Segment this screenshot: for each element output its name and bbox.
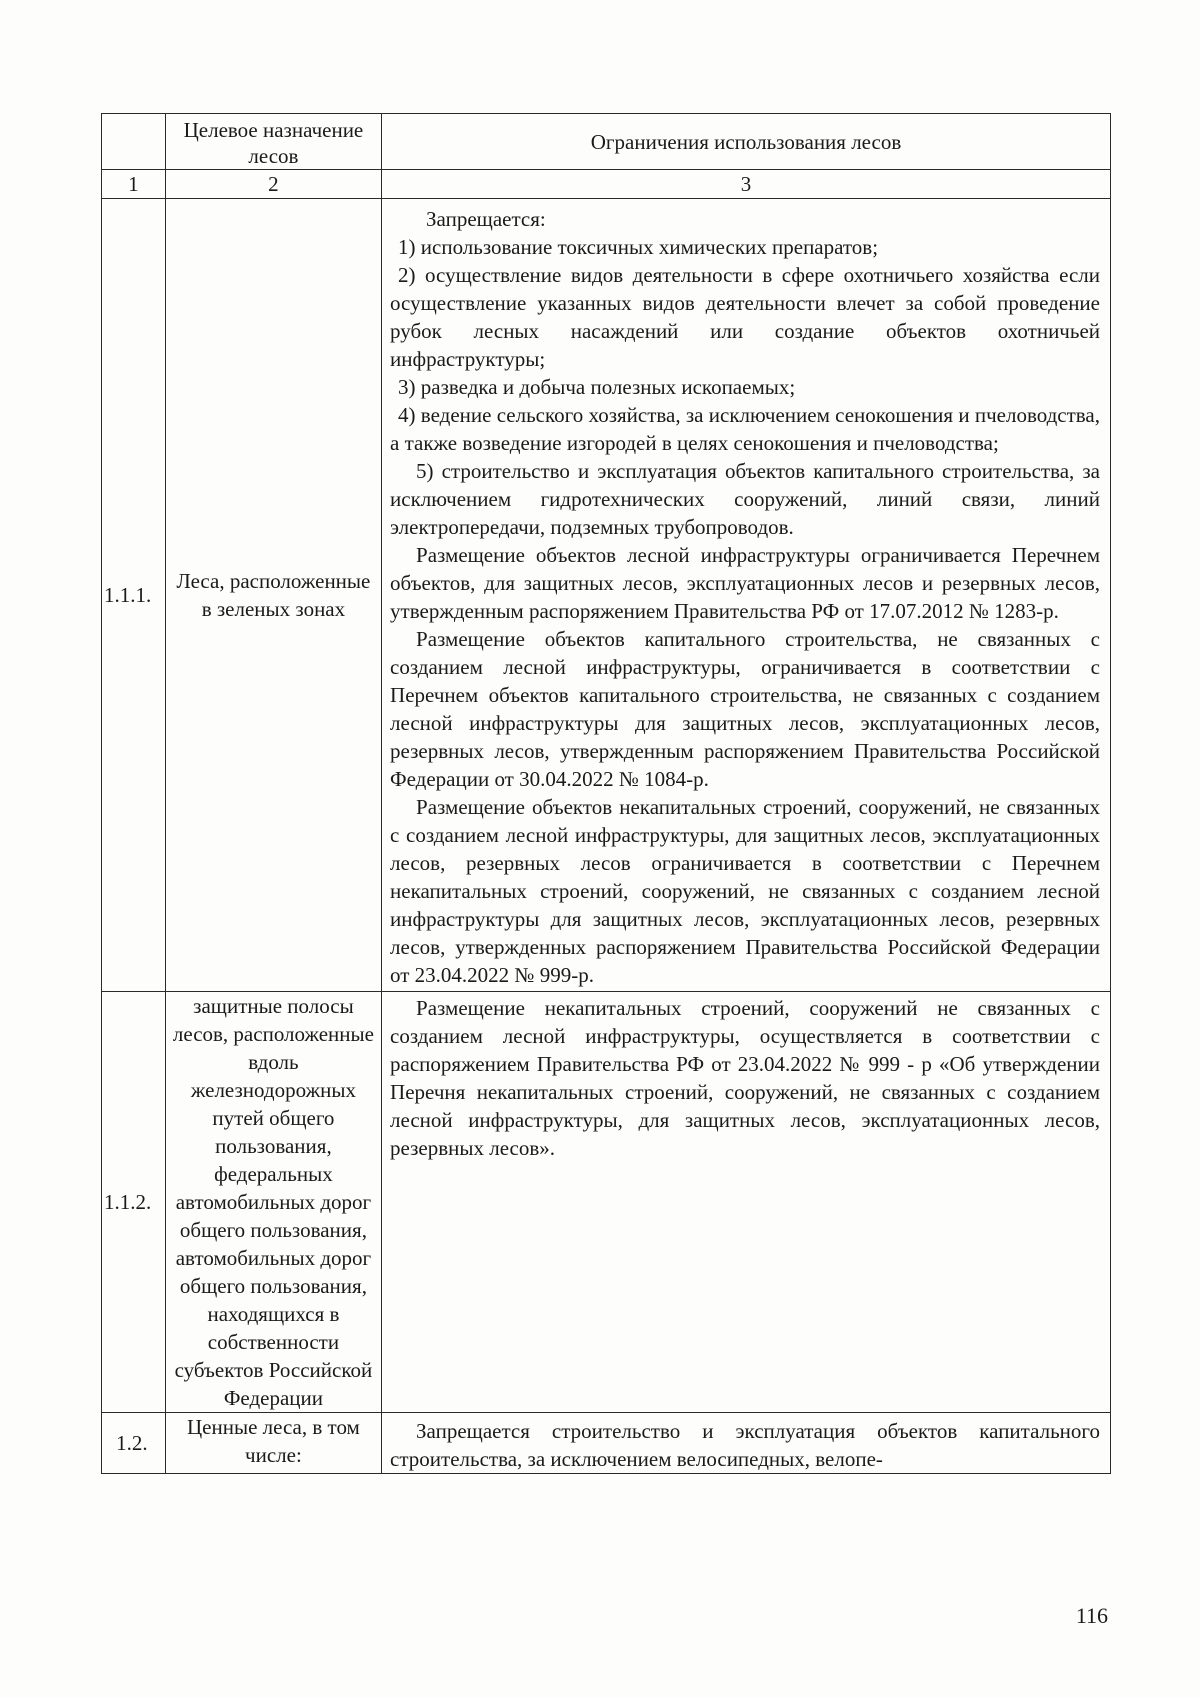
table-row bbox=[102, 992, 1111, 1413]
column-number-row bbox=[102, 170, 1111, 199]
row-number: 1.1.1. bbox=[102, 199, 166, 992]
restriction-paragraph: Запрещается: bbox=[426, 207, 546, 231]
row-restrictions bbox=[382, 1413, 1111, 1474]
restriction-paragraph: Размещение объектов некапитальных строений, сооружений, не связанных с созданием лесной инфраструктуры, для защитных лесов, эксплуатационных лесов, резервных лесов ограничивается в соответствии с Перечнем некапитальных строений, сооружений, не связанных с созданием лесной инфраструктуры для защитных лесов, эксплуатационных лесов, резервных лесов, утвержденных распоряжением Правительства Российской Федерации от 23.04.2022 № 999-р. bbox=[390, 795, 1100, 987]
header-col3: Ограничения использования лесов bbox=[382, 114, 1111, 170]
restriction-paragraph: Размещение объектов лесной инфраструктуры ограничивается Перечнем объектов, для защитных лесов, эксплуатационных лесов и резервных лесов, утвержденным распоряжением Правительства РФ от 17.07.2012 № 1283-р. bbox=[390, 543, 1100, 623]
table-row bbox=[102, 1413, 1111, 1474]
row-restrictions bbox=[382, 992, 1111, 1413]
restriction-paragraph: 4) ведение сельского хозяйства, за исключением сенокошения и пчеловодства, а также возведение изгородей в целях сенокошения и пчеловодства; bbox=[390, 403, 1100, 455]
header-col2: Целевое назначение лесов bbox=[165, 114, 381, 170]
restriction-paragraph: 5) строительство и эксплуатация объектов капитального строительства, за исключением гидротехнических сооружений, линий связи, линий электропередачи, подземных трубопроводов. bbox=[390, 459, 1100, 539]
table-row bbox=[102, 199, 1111, 992]
col-number-2: 2 bbox=[165, 170, 381, 199]
restriction-paragraph: 2) осуществление видов деятельности в сфере охотничьего хозяйства если осуществление указанных видов деятельности влечет за собой проведение рубок лесных насаждений или создание объектов охотничьей инфраструктуры; bbox=[390, 263, 1100, 371]
col-number-1: 1 bbox=[102, 170, 166, 199]
restriction-paragraph: 1) использование токсичных химических препаратов; bbox=[398, 235, 879, 259]
forest-restrictions-table bbox=[101, 113, 1111, 1474]
row-restrictions bbox=[382, 199, 1111, 992]
restriction-paragraph: Запрещается строительство и эксплуатация объектов капитального строительства, за исключением велосипедных, велопе- bbox=[390, 1419, 1100, 1471]
restriction-paragraph: Размещение некапитальных строений, сооружений не связанных с созданием лесной инфраструктуры, осуществляется в соответствии с распоряжением Правительства РФ от 23.04.2022 № 999 - р «Об утверждении Перечня некапитальных строений, сооружений, не связанных с созданием лесной инфраструктуры, для защитных лесов, эксплуатационных лесов, резервных лесов». bbox=[390, 996, 1100, 1160]
restriction-paragraph: 3) разведка и добыча полезных ископаемых; bbox=[398, 375, 796, 399]
table-header-row bbox=[102, 114, 1111, 170]
row-purpose: Леса, расположенные в зеленых зонах bbox=[165, 199, 381, 992]
col-number-3: 3 bbox=[382, 170, 1111, 199]
header-col1 bbox=[102, 114, 166, 170]
row-purpose: Ценные леса, в том числе: bbox=[165, 1413, 381, 1474]
restriction-paragraph: Размещение объектов капитального строительства, не связанных с созданием лесной инфраструктуры, ограничивается в соответствии с Перечнем объектов капитального строительства, не связанных с созданием лесной инфраструктуры для защитных лесов, эксплуатационных лесов, резервных лесов, утвержденным распоряжением Правительства Российской Федерации от 30.04.2022 № 1084-р. bbox=[390, 627, 1100, 791]
row-purpose: защитные полосы лесов, расположенные вдоль железнодорожных путей общего пользования, федеральных автомобильных дорог общего пользования, автомобильных дорог общего пользования, находящихся в собственности субъектов Российской Федерации bbox=[165, 992, 381, 1413]
page-number: 116 bbox=[1075, 1603, 1108, 1628]
row-number: 1.1.2. bbox=[102, 992, 166, 1413]
row-number: 1.2. bbox=[102, 1413, 166, 1474]
